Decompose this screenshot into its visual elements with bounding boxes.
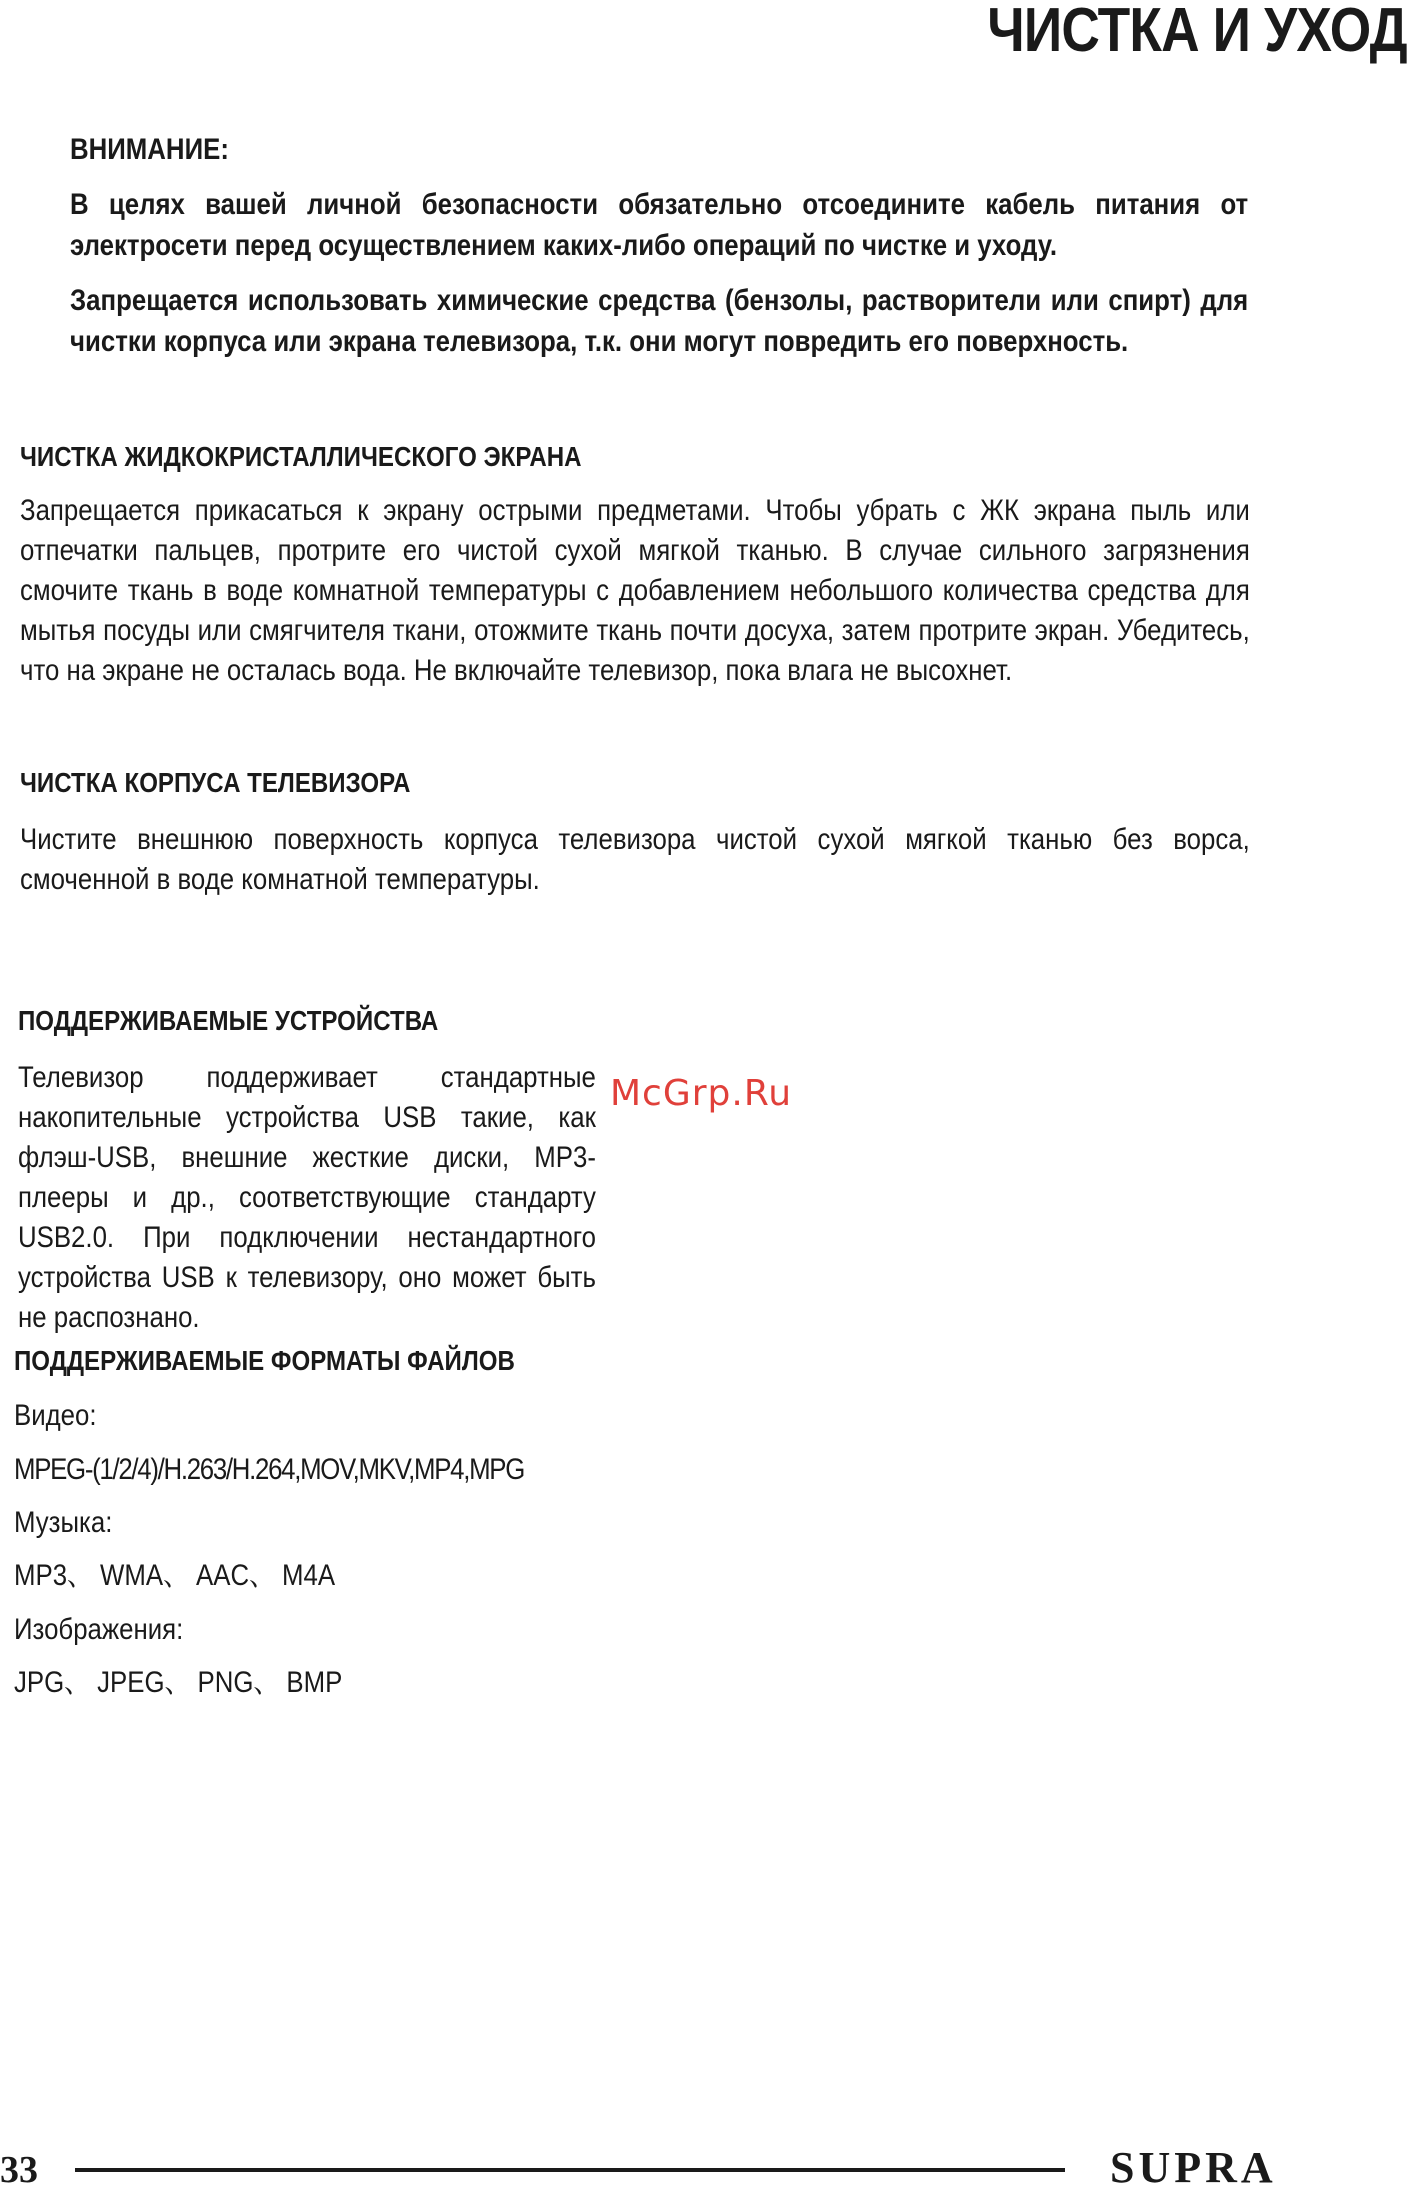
video-formats: MPEG-(1/2/4)/H.263/H.264,MOV,MKV,MP4,MPG [14,1453,524,1486]
page-number: 33 [0,2149,38,2191]
page-title: ЧИСТКА И УХОД [987,0,1407,65]
supported-devices-text: Телевизор поддерживает стандартные накопительные устройства USB такие, как флэш-USB, внешние жесткие диски, MP3-плееры и др., соответствующие стандарту USB2.0. При подключении нестандартного устройства USB к телевизору, оно может быть не распознано. [18,1061,596,1334]
supported-formats-heading: ПОДДЕРЖИВАЕМЫЕ ФОРМАТЫ ФАЙЛОВ [14,1345,515,1376]
warning-heading: ВНИМАНИЕ: [70,133,229,166]
case-cleaning-heading: ЧИСТКА КОРПУСА ТЕЛЕВИЗОРА [20,767,411,798]
image-formats: JPG、 JPEG、 PNG、 BMP [14,1666,343,1699]
video-label: Видео: [14,1399,97,1432]
watermark: McGrp.Ru [610,1073,793,1114]
brand-logo: SUPRA [1110,2143,1277,2192]
footer-rule [75,2168,1065,2172]
lcd-cleaning-heading: ЧИСТКА ЖИДКОКРИСТАЛЛИЧЕСКОГО ЭКРАНА [20,441,582,472]
music-formats: MP3、 WMA、 AAC、 M4A [14,1559,336,1592]
image-label: Изображения: [14,1613,184,1646]
warning-paragraph-power: В целях вашей личной безопасности обязательно отсоедините кабель питания от электросети перед осуществлением каких-либо операций по чистке и уходу. [70,188,1249,262]
music-label: Музыка: [14,1506,113,1539]
warning-paragraph-chemicals: Запрещается использовать химические средства (бензолы, растворители или спирт) для чистки корпуса или экрана телевизора, т.к. они могут повредить его поверхность. [70,284,1249,358]
lcd-cleaning-text: Запрещается прикасаться к экрану острыми предметами. Чтобы убрать с ЖК экрана пыль или отпечатки пальцев, протрите его чистой сухой мягкой тканью. В случае сильного загрязнения смочите ткань в воде комнатной температуры с добавлением небольшого количества средства для мытья посуды или смягчителя ткани, отожмите ткань почти досуха, затем протрите экран. Убедитесь, что на экране не осталась вода. Не включайте телевизор, пока влага не высохнет. [20,494,1250,687]
case-cleaning-text: Чистите внешнюю поверхность корпуса телевизора чистой сухой мягкой тканью без ворса, смоченной в воде комнатной температуры. [20,823,1250,896]
supported-devices-heading: ПОДДЕРЖИВАЕМЫЕ УСТРОЙСТВА [18,1005,439,1036]
